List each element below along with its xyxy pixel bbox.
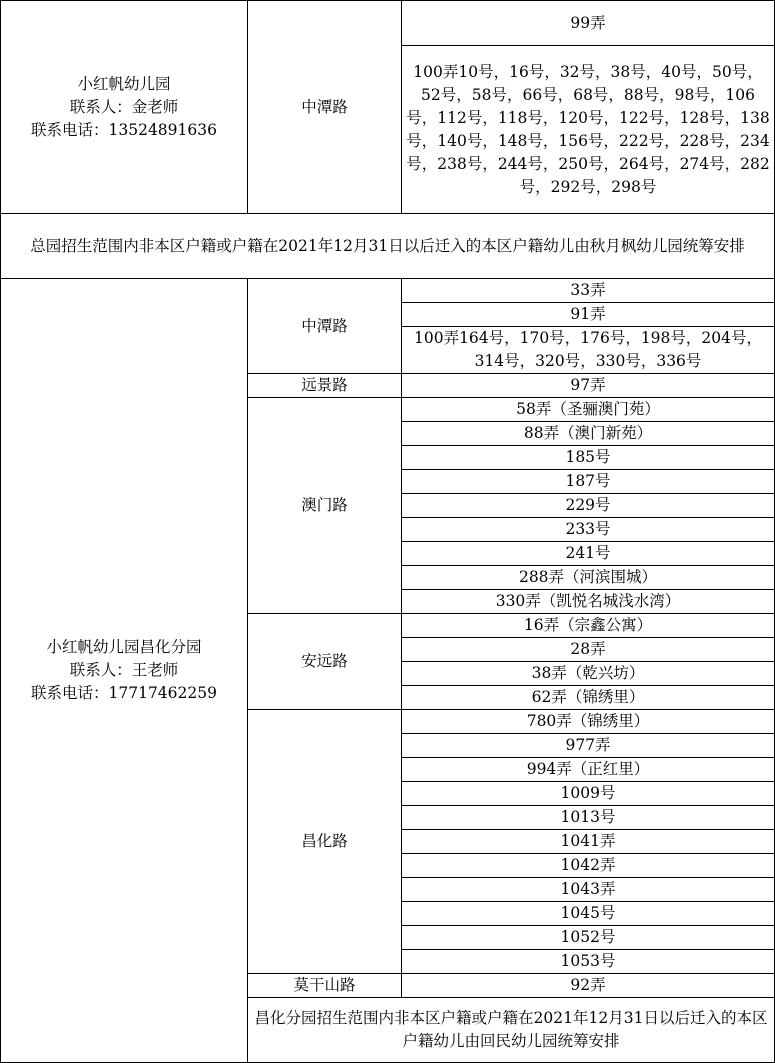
address-cell: 1042弄	[402, 854, 775, 878]
address-cell: 16弄（宗鑫公寓）	[402, 614, 775, 638]
address-cell: 1052号	[402, 926, 775, 950]
address-cell: 1013号	[402, 806, 775, 830]
road-name: 澳门路	[248, 398, 402, 614]
address-cell: 994弄（正红里）	[402, 758, 775, 782]
address-cell: 233号	[402, 518, 775, 542]
kindergarten-phone: 联系电话：17717462259	[31, 684, 217, 702]
address-cell: 288弄（河滨围城）	[402, 566, 775, 590]
road-name: 中潭路	[248, 1, 402, 214]
address-cell: 1009号	[402, 782, 775, 806]
address-cell: 38弄（乾兴坊）	[402, 662, 775, 686]
road-name: 远景路	[248, 374, 402, 398]
address-cell: 1045号	[402, 902, 775, 926]
road-name: 昌化路	[248, 710, 402, 974]
address-cell: 58弄（圣骊澳门苑）	[402, 398, 775, 422]
road-name: 安远路	[248, 614, 402, 710]
address-cell: 91弄	[402, 303, 775, 327]
address-cell: 1041弄	[402, 830, 775, 854]
address-cell: 977弄	[402, 734, 775, 758]
road-name: 莫干山路	[248, 974, 402, 998]
address-cell: 780弄（锦绣里）	[402, 710, 775, 734]
address-cell: 330弄（凯悦名城浅水湾）	[402, 590, 775, 614]
address-cell: 97弄	[402, 374, 775, 398]
kindergarten-contact: 联系人：王老师	[69, 661, 179, 679]
address-cell: 88弄（澳门新苑）	[402, 422, 775, 446]
kindergarten-cell	[1, 1, 248, 214]
address-cell: 241号	[402, 542, 775, 566]
kindergarten-name: 小红帆幼儿园	[77, 74, 171, 93]
kindergarten-cell	[1, 279, 248, 1063]
kindergarten-contact: 联系人：金老师	[69, 97, 179, 116]
address-cell: 33弄	[402, 279, 775, 303]
address-cell: 185号	[402, 446, 775, 470]
address-cell: 99弄	[402, 1, 775, 46]
note-row: 昌化分园招生范围内非本区户籍或户籍在2021年12月31日以后迁入的本区户籍幼儿由回民幼儿园统筹安排	[248, 998, 775, 1063]
address-cell: 62弄（锦绣里）	[402, 686, 775, 710]
address-cell: 187号	[402, 470, 775, 494]
address-cell: 100弄164号，170号，176号，198号，204号，314号，320号，330号，336号	[402, 327, 775, 374]
address-cell: 1053号	[402, 950, 775, 974]
address-cell: 100弄10号，16号，32号，38号，40号，50号，52号，58号，66号，68号，88号，98号，106号，112号，118号，120号，122号，128号，138号，140号，148号，156号，222号，228号，234号，238号，244号，250号，264号，274号，282号，292号，298号	[402, 46, 775, 214]
address-cell: 92弄	[402, 974, 775, 998]
road-name: 中潭路	[248, 279, 402, 374]
kindergarten-phone: 联系电话：13524891636	[31, 120, 217, 139]
address-cell: 1043弄	[402, 878, 775, 902]
address-cell: 28弄	[402, 638, 775, 662]
kindergarten-name: 小红帆幼儿园昌化分园	[46, 638, 202, 656]
address-cell: 229号	[402, 494, 775, 518]
note-row: 总园招生范围内非本区户籍或户籍在2021年12月31日以后迁入的本区户籍幼儿由秋月枫幼儿园统筹安排	[1, 214, 775, 279]
